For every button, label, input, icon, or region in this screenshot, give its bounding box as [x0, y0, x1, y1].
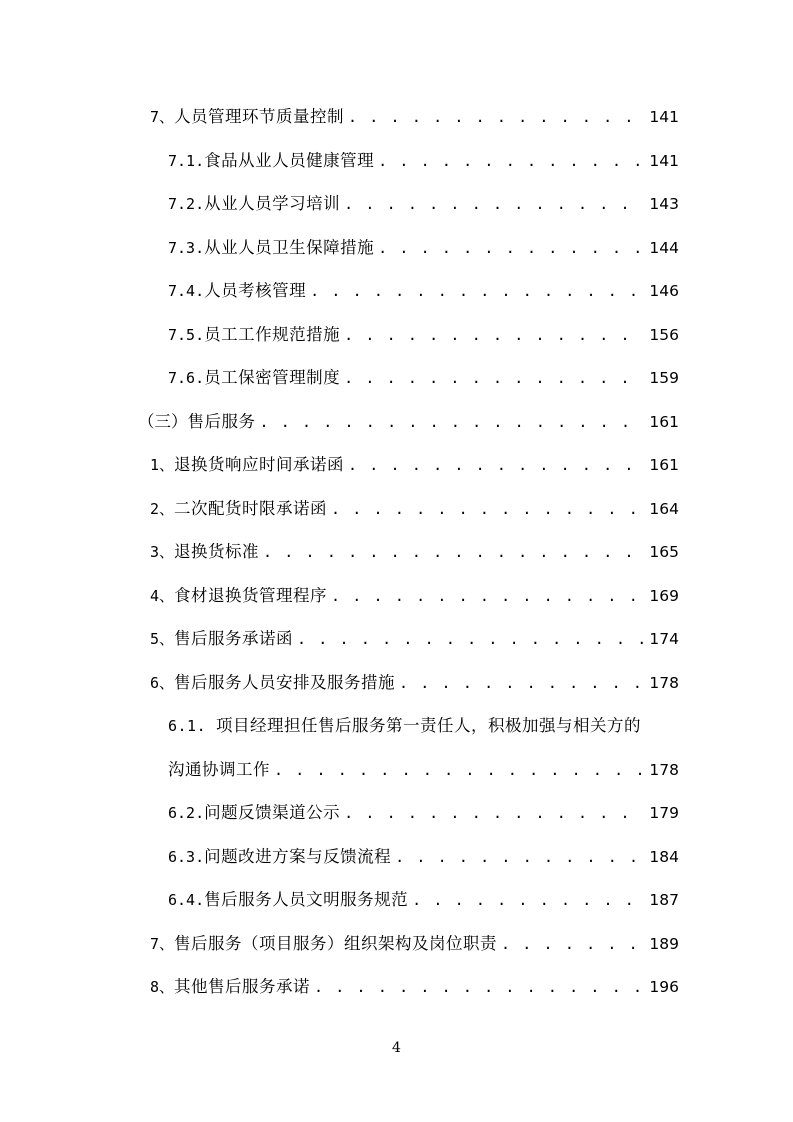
toc-entry-title-continued: 沟通协调工作 [168, 760, 270, 779]
toc-entry-title: 退换货响应时间承诺函 [174, 455, 345, 474]
toc-entry-page: 159 [649, 369, 679, 387]
dot-leader [348, 451, 643, 479]
toc-entry[interactable] [168, 147, 679, 175]
dot-leader [378, 234, 643, 262]
toc-entry-page: 165 [649, 543, 679, 561]
toc-entry[interactable] [168, 364, 679, 392]
toc-entry-page: 178 [649, 761, 679, 779]
toc-entry-number: 5、 [150, 630, 175, 648]
toc-entry-page: 143 [649, 195, 679, 213]
dot-leader [399, 669, 643, 697]
page-number: 4 [392, 1040, 401, 1056]
toc-entry-page: 146 [649, 282, 679, 300]
toc-entry-number: 4、 [150, 587, 175, 605]
toc-entry-number: 6.1. [168, 717, 207, 735]
dot-leader [260, 408, 644, 436]
dot-leader [274, 756, 643, 784]
toc-entry[interactable] [150, 973, 679, 1001]
toc-entry-title: 退换货标准 [174, 542, 260, 561]
toc-entry-page: 161 [649, 456, 679, 474]
toc-entry-title: 食材退换货管理程序 [174, 586, 328, 605]
toc-entry[interactable] [168, 756, 679, 784]
toc-entry-number: 7.1. [168, 152, 205, 170]
toc-entry-page: 141 [649, 108, 679, 126]
toc-entry[interactable] [150, 582, 679, 610]
toc-entry-title: 其他售后服务承诺 [174, 977, 311, 996]
toc-entry[interactable] [150, 495, 679, 523]
toc-entry-page: 164 [649, 500, 679, 518]
toc-entry-number: 3、 [150, 543, 175, 561]
toc-entry-page: 196 [649, 978, 679, 996]
toc-entry-title: 售后服务 [187, 412, 256, 431]
dot-leader [344, 799, 643, 827]
dot-leader [314, 973, 643, 1001]
toc-entry-title: 食品从业人员健康管理 [204, 151, 375, 170]
toc-entry[interactable] [150, 669, 679, 697]
toc-entry-page: 187 [649, 891, 679, 909]
toc-entry-page: 178 [649, 674, 679, 692]
toc-entry-title: 人员考核管理 [204, 281, 307, 300]
toc-entry-title: 售后服务（项目服务）组织架构及岗位职责 [174, 934, 498, 953]
dot-leader [348, 103, 643, 131]
dot-leader [331, 495, 643, 523]
toc-entry-page: 184 [649, 848, 679, 866]
toc-entry-number: （三） [138, 412, 188, 431]
toc-entry[interactable] [168, 190, 679, 218]
toc-entry[interactable] [150, 538, 679, 566]
toc-entry[interactable] [168, 843, 679, 871]
toc-entry-page: 169 [649, 587, 679, 605]
toc-entry[interactable] [150, 451, 679, 479]
toc-entry[interactable] [150, 103, 679, 131]
toc-entry-number: 8、 [150, 978, 175, 996]
toc-entry-title: 问题反馈渠道公示 [204, 803, 341, 822]
dot-leader [344, 321, 643, 349]
toc-entry-title: 人员管理环节质量控制 [174, 107, 345, 126]
dot-leader [395, 843, 643, 871]
toc-entry[interactable] [168, 799, 679, 827]
toc-entry-page: 144 [649, 239, 679, 257]
dot-leader [344, 190, 643, 218]
toc-entry-number: 7.2. [168, 195, 205, 213]
toc-entry[interactable] [150, 625, 679, 653]
toc-entry-number: 7.6. [168, 369, 205, 387]
toc-entry[interactable] [138, 408, 679, 436]
dot-leader [310, 277, 643, 305]
toc-entry-title: 项目经理担任售后服务第一责任人，积极加强与相关方的 [216, 716, 641, 735]
toc-entry[interactable] [168, 886, 679, 914]
toc-entry-page: 141 [649, 152, 679, 170]
toc-entry-number: 7.3. [168, 239, 205, 257]
toc-entry-page: 161 [649, 413, 679, 431]
toc-entry-page: 156 [649, 326, 679, 344]
dot-leader [331, 582, 643, 610]
dot-leader [297, 625, 643, 653]
toc-entry-number: 7、 [150, 935, 175, 953]
toc-entry-number: 6、 [150, 674, 175, 692]
toc-entry-number: 2、 [150, 500, 175, 518]
toc-entry-number: 7、 [150, 108, 175, 126]
toc-entry-title: 员工保密管理制度 [204, 368, 341, 387]
toc-entry-number: 7.5. [168, 326, 205, 344]
toc-entry[interactable] [168, 234, 679, 262]
toc-entry-title: 从业人员卫生保障措施 [204, 238, 375, 257]
toc-entry-number: 6.3. [168, 848, 205, 866]
toc-entry-wrapped-first-line[interactable] [168, 712, 679, 740]
toc-entry-title: 从业人员学习培训 [204, 194, 341, 213]
toc-entry-number: 6.2. [168, 804, 205, 822]
toc-entry[interactable] [168, 321, 679, 349]
dot-leader [378, 147, 643, 175]
dot-leader [501, 930, 643, 958]
toc-entry-number: 1、 [150, 456, 175, 474]
dot-leader [344, 364, 643, 392]
dot-leader [263, 538, 643, 566]
dot-leader [412, 886, 643, 914]
toc-entry-title: 二次配货时限承诺函 [174, 499, 328, 518]
toc-entry-number: 6.4. [168, 891, 205, 909]
toc-entry-page: 174 [649, 630, 679, 648]
toc-entry-title: 售后服务人员文明服务规范 [204, 890, 409, 909]
toc-entry-title: 售后服务承诺函 [174, 629, 294, 648]
toc-entry-page: 189 [649, 935, 679, 953]
toc-entry-page: 179 [649, 804, 679, 822]
toc-entry-title: 问题改进方案与反馈流程 [204, 847, 392, 866]
toc-entry-title: 售后服务人员安排及服务措施 [174, 673, 396, 692]
toc-entry-title: 员工工作规范措施 [204, 325, 341, 344]
toc-entry-number: 7.4. [168, 282, 205, 300]
toc-entry[interactable] [168, 277, 679, 305]
toc-entry[interactable] [150, 930, 679, 958]
